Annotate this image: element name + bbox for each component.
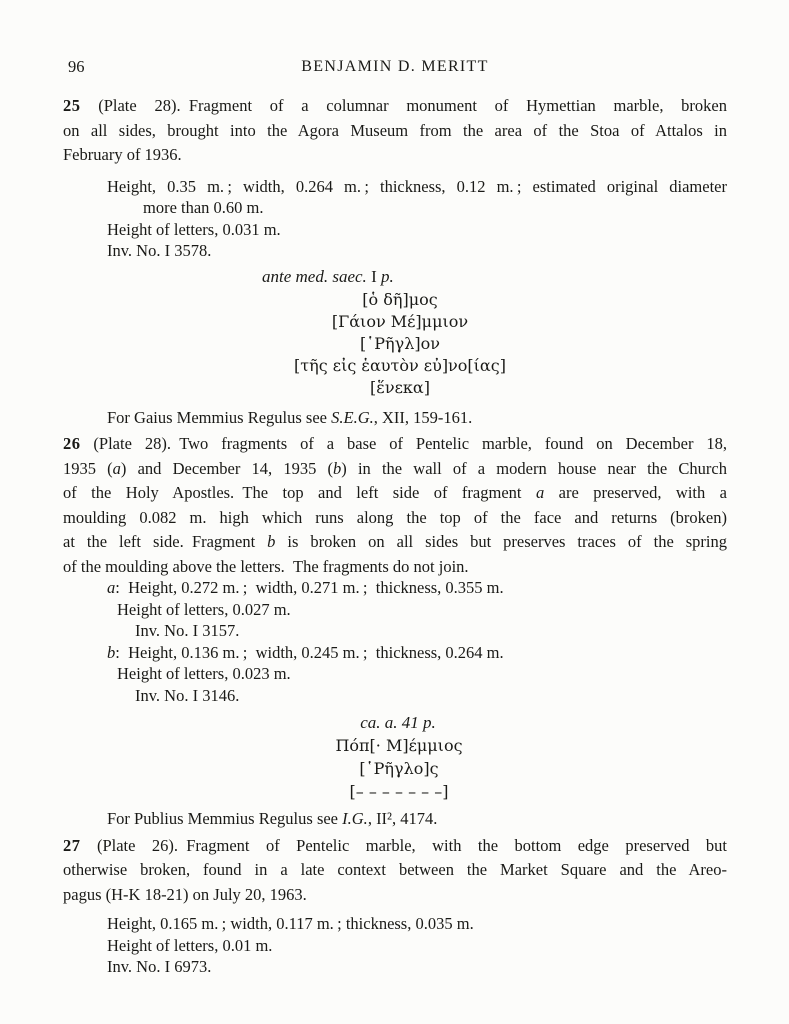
paragraph-text: (Plate 28). Two fragments of a base of Pentelic marble, found on December 18, bbox=[80, 434, 727, 453]
paragraph-text: of the Holy Apostles. The top and left side of fragment bbox=[63, 483, 536, 502]
paragraph-text: at the left side. Fragment bbox=[63, 532, 268, 551]
citation: S.E.G. bbox=[331, 407, 374, 427]
letters-height-line: Height of letters, 0.027 m. bbox=[117, 599, 291, 619]
reference-text: For Gaius Memmius Regulus see bbox=[107, 407, 332, 427]
inventory-number-line: Inv. No. I 3146. bbox=[135, 685, 240, 705]
paragraph-text: otherwise broken, found in a late context between the Market Square and the Areo- bbox=[63, 860, 727, 879]
citation: I.G. bbox=[342, 809, 368, 828]
entry-26-number: 26 bbox=[63, 434, 81, 453]
fragment-letter: a bbox=[112, 458, 121, 478]
greek-line: [Γάιον Μέ]μμιον bbox=[331, 311, 469, 331]
paragraph-text: moulding 0.082 m. high which runs along the top of the face and returns (broken) bbox=[63, 507, 727, 527]
paragraph-line bbox=[63, 858, 727, 883]
paragraph-text: (Plate 28). Fragment of a columnar monument of Hymettian marble, broken bbox=[80, 96, 727, 115]
inventory-number-line: Inv. No. I 6973. bbox=[107, 957, 212, 976]
paragraph-line bbox=[63, 530, 727, 555]
date-italic: ca. a. 41 p. bbox=[360, 713, 436, 732]
entry-26-date-heading bbox=[63, 711, 727, 734]
entry-25-date-heading bbox=[262, 265, 727, 289]
paragraph-text: ) in the wall of a modern house near the Church bbox=[341, 458, 728, 478]
greek-line: [ὁ δῆ]μος bbox=[362, 289, 438, 309]
greek-line: [῾Ρῆγλο]ς bbox=[359, 759, 439, 778]
paragraph-text: are preserved, with a bbox=[544, 483, 727, 502]
reference-text: , XII, 159-161. bbox=[373, 407, 473, 427]
entry-27 bbox=[63, 834, 727, 978]
letters-height-line: Height of letters, 0.01 m. bbox=[107, 935, 273, 955]
greek-line: Πόπ[· Μ]έμμιος bbox=[335, 736, 463, 755]
entry-25 bbox=[63, 94, 727, 430]
measurement-continuation: more than 0.60 m. bbox=[143, 198, 264, 217]
entry-25-measurements bbox=[107, 176, 727, 262]
fragment-letter: b bbox=[333, 458, 342, 478]
page-number: 96 bbox=[68, 57, 85, 76]
greek-line: [– – – – – – –] bbox=[349, 782, 449, 801]
paragraph-line bbox=[63, 432, 727, 457]
paragraph-line bbox=[63, 119, 727, 144]
paragraph-text: on all sides, brought into the Agora Museum from the area of the Stoa of Attalos in bbox=[63, 120, 727, 140]
paragraph-line bbox=[63, 506, 727, 531]
entry-26 bbox=[63, 432, 727, 832]
fragment-letter: b bbox=[107, 642, 116, 662]
entry-25-reference bbox=[107, 406, 727, 431]
paragraph-text: 1935 ( bbox=[63, 458, 113, 478]
paragraph-line bbox=[63, 94, 727, 119]
inventory-number-line: Inv. No. I 3578. bbox=[107, 241, 212, 260]
entry-25-paragraph bbox=[63, 94, 727, 168]
measurement-text: : Height, 0.272 m. ; width, 0.271 m. ; thickness, 0.355 m. bbox=[115, 578, 504, 597]
running-head: BENJAMIN D. MERITT bbox=[301, 58, 489, 75]
entry-27-paragraph bbox=[63, 834, 727, 908]
measurement-line: Height, 0.35 m. ; width, 0.264 m. ; thickness, 0.12 m. ; estimated original diameter bbox=[107, 176, 727, 196]
paragraph-text: of the moulding above the letters. The fragments do not join. bbox=[63, 556, 469, 576]
greek-line: [τῆς εἰς ἑαυτὸν εὐ]νο[ίας] bbox=[294, 355, 506, 375]
page-header bbox=[63, 57, 727, 77]
paragraph-text: (Plate 26). Fragment of Pentelic marble, with the bottom edge preserved but bbox=[80, 835, 727, 855]
greek-line: [῾Ρῆγλ]ον bbox=[360, 333, 440, 353]
paragraph-text: ) and December 14, 1935 ( bbox=[120, 458, 334, 478]
paragraph-text: pagus (H-K 18-21) on July 20, 1963. bbox=[63, 884, 307, 904]
fragment-letter: b bbox=[267, 532, 276, 551]
measurement-line: Height, 0.165 m. ; width, 0.117 m. ; thickness, 0.035 m. bbox=[107, 914, 474, 933]
greek-line: [ἕνεκα] bbox=[370, 377, 430, 397]
entry-26-greek-inscription bbox=[63, 734, 727, 803]
entry-26-reference bbox=[107, 807, 727, 832]
paragraph-line bbox=[63, 481, 727, 506]
letters-height-line: Height of letters, 0.023 m. bbox=[117, 664, 291, 683]
paragraph-line bbox=[63, 457, 727, 482]
entry-25-greek-inscription bbox=[63, 289, 727, 399]
entry-26-paragraph bbox=[63, 432, 727, 579]
fragment-letter: a bbox=[535, 483, 545, 502]
date-italic: p. bbox=[380, 266, 394, 286]
reference-text: , II², 4174. bbox=[367, 809, 438, 828]
entry-26-measurements bbox=[107, 577, 727, 706]
date-numeral: I bbox=[366, 266, 381, 286]
letters-height-line: Height of letters, 0.031 m. bbox=[107, 219, 281, 239]
paragraph-text: is broken on all sides but preserves traces of the spring bbox=[275, 532, 727, 551]
paragraph-text: February of 1936. bbox=[63, 145, 182, 164]
paragraph-line bbox=[63, 555, 727, 580]
paragraph-line bbox=[63, 883, 727, 908]
fragment-a-measurement-line bbox=[107, 577, 727, 599]
fragment-b-measurement-line bbox=[107, 642, 727, 664]
fragment-letter: a bbox=[107, 578, 116, 597]
reference-text: For Publius Memmius Regulus see bbox=[107, 809, 343, 828]
entry-25-number: 25 bbox=[63, 96, 81, 115]
measurement-text: : Height, 0.136 m. ; width, 0.245 m. ; thickness, 0.264 m. bbox=[115, 642, 504, 662]
inventory-number-line: Inv. No. I 3157. bbox=[135, 621, 240, 640]
entry-27-measurements bbox=[107, 913, 727, 978]
paragraph-line bbox=[63, 834, 727, 859]
entry-27-number: 27 bbox=[63, 835, 81, 855]
date-italic: ante med. saec. bbox=[262, 266, 367, 286]
paragraph-line bbox=[63, 143, 727, 168]
